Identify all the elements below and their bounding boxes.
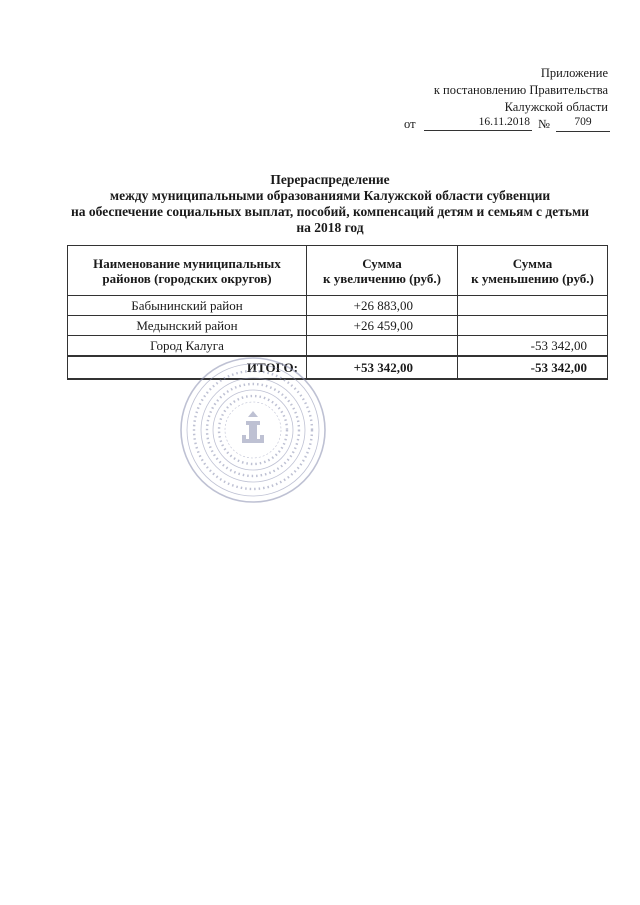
- row-increase: [307, 336, 458, 357]
- table-row: [68, 316, 608, 336]
- date-number-row: [404, 116, 608, 134]
- col-header-name-line2: районов (городских округов): [102, 270, 272, 286]
- table-header-row: [68, 246, 608, 296]
- col-header-decrease-line2: к уменьшению (руб.): [471, 270, 594, 286]
- seal-emblem-icon: [242, 411, 264, 443]
- total-decrease: -53 342,00: [458, 356, 608, 379]
- row-increase: +26 459,00: [307, 316, 458, 336]
- col-header-increase-line1: Сумма: [362, 255, 402, 271]
- title-line-1: Перераспределение: [270, 172, 390, 187]
- document-number: 709: [556, 116, 610, 132]
- col-header-decrease-line1: Сумма: [512, 255, 553, 271]
- date-prefix: от: [404, 117, 416, 131]
- total-row: [68, 356, 608, 379]
- row-name: Город Калуга: [68, 336, 307, 357]
- col-header-increase-line2: к увеличению (руб.): [323, 270, 441, 286]
- total-increase: +53 342,00: [307, 356, 458, 379]
- row-increase: +26 883,00: [307, 296, 458, 316]
- header-line-1: Приложение: [540, 66, 608, 80]
- official-seal-stamp: [178, 355, 328, 505]
- col-header-name: [68, 246, 307, 296]
- row-decrease: -53 342,00: [458, 336, 608, 357]
- header-line-3: Калужской области: [504, 100, 608, 114]
- title-line-2: между муниципальными образованиями Калужской области субвенции: [109, 188, 551, 203]
- table-row: [68, 296, 608, 316]
- title-line-4: на 2018 год: [296, 220, 364, 235]
- row-name: Бабынинский район: [68, 296, 307, 316]
- col-header-increase: [307, 246, 458, 296]
- total-label: ИТОГО:: [68, 356, 307, 379]
- col-header-name-line1: Наименование муниципальных: [93, 255, 281, 271]
- row-decrease: [458, 296, 608, 316]
- col-header-decrease: [458, 246, 608, 296]
- document-date: 16.11.2018: [424, 116, 532, 131]
- row-name: Медынский район: [68, 316, 307, 336]
- row-decrease: [458, 316, 608, 336]
- title-line-3: на обеспечение социальных выплат, пособий, компенсаций детям и семьям с детьми: [71, 204, 589, 219]
- redistribution-table: [67, 245, 608, 380]
- header-line-2: к постановлению Правительства: [433, 83, 608, 97]
- number-sign: №: [538, 117, 550, 131]
- table-row: [68, 336, 608, 357]
